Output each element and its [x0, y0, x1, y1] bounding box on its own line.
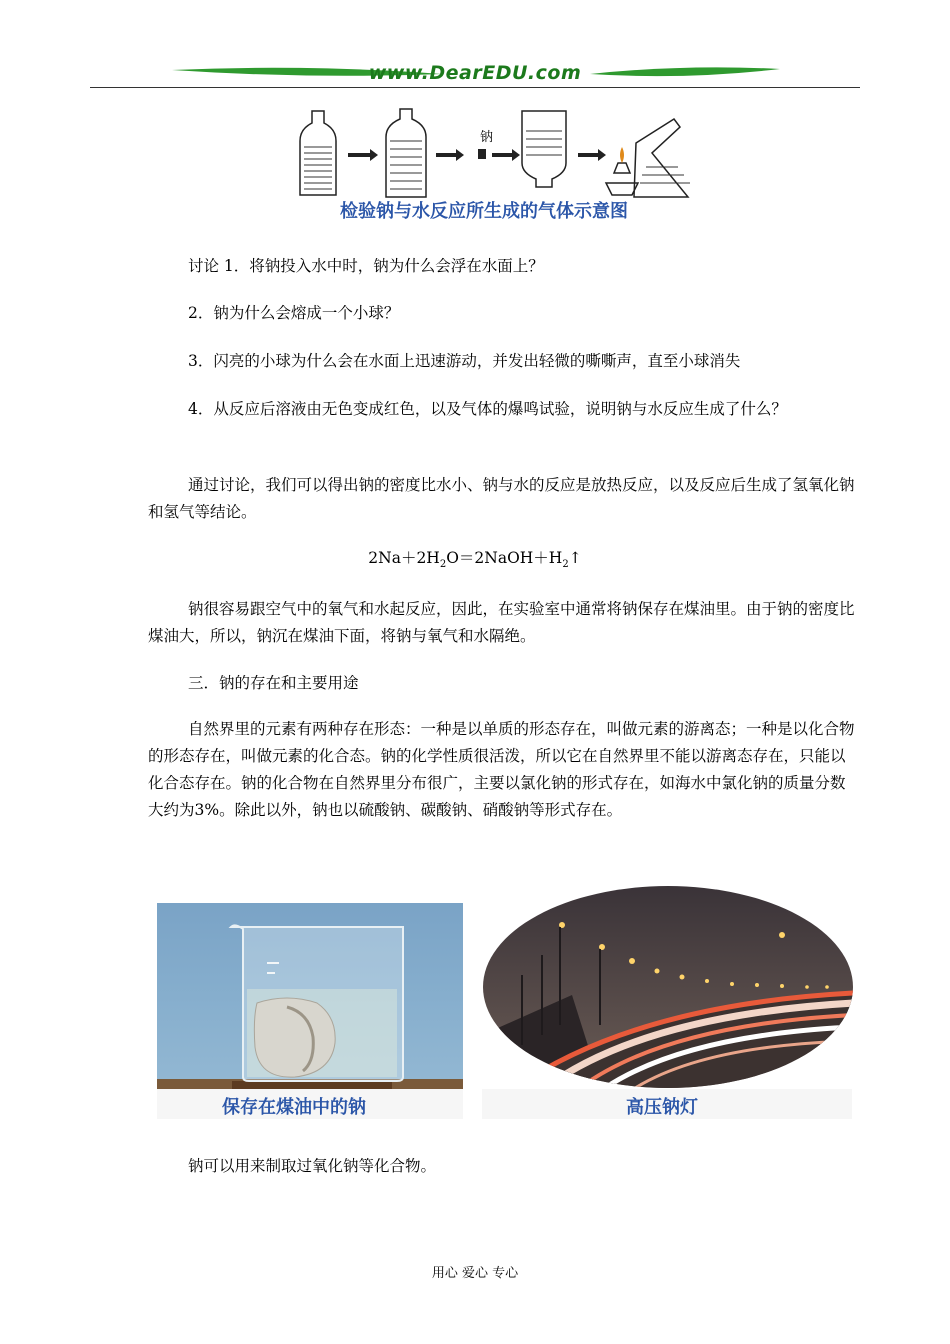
gas-arrow: ↑ — [568, 549, 582, 567]
sodium-in-kerosene-photo — [157, 903, 463, 1089]
discussion-q2: 2．钠为什么会熔成一个小球？ — [188, 304, 400, 322]
sodium-label: 钠 — [480, 130, 494, 145]
photo1-caption: 保存在煤油中的钠 — [222, 1097, 366, 1118]
figure1-caption: 检验钠与水反应所生成的气体示意图 — [340, 201, 628, 222]
page-header — [90, 60, 860, 90]
storage-paragraph: 钠很容易跟空气中的氧气和水起反应，因此，在实验室中通常将钠保存在煤油里。由于钠的密度比煤油大，所以，钠沉在煤油下面，将钠与氧气和水隔绝。 — [148, 600, 855, 645]
page-footer: 用心 爱心 专心 — [431, 1266, 519, 1281]
photo2-caption: 高压钠灯 — [626, 1097, 698, 1118]
site-url: www.DearEDU.com — [368, 62, 582, 84]
discussion-q1: 讨论 1．将钠投入水中时，钠为什么会浮在水面上？ — [188, 257, 544, 275]
use-paragraph: 钠可以用来制取过氧化钠等化合物。 — [188, 1157, 437, 1175]
conclusion-paragraph: 通过讨论，我们可以得出钠的密度比水小、钠与水的反应是放热反应，以及反应后生成了氢氧化钠和氢气等结论。 — [148, 476, 855, 521]
header-rule — [90, 87, 860, 88]
discussion-q4: 4．从反应后溶液由无色变成红色，以及气体的爆鸣试验，说明钠与水反应生成了什么？ — [188, 400, 787, 418]
equation-mid: O＝2NaOH＋H — [446, 549, 563, 567]
section-3-heading: 三．钠的存在和主要用途 — [188, 674, 359, 692]
right-leaf-decoration — [590, 66, 780, 78]
equation-sub2: 2 — [562, 559, 569, 571]
nature-paragraph: 自然界里的元素有两种存在形态：一种是以单质的形态存在，叫做元素的游离态；一种是以化合物的形态存在，叫做元素的化合态。钠的化学性质很活泼，所以它在自然界里不能以游离态存在，只能以化合态存在。钠的化合物在自然界里分布很广，主要以氯化钠的形式存在，如海水中氯化钠的质量分数大约为3%。除此以外，钠也以硫酸钠、碳酸钠、硝酸钠等形式存在。 — [148, 720, 855, 819]
discussion-q3: 3．闪亮的小球为什么会在水面上迅速游动，并发出轻微的嘶嘶声，直至小球消失 — [188, 352, 741, 370]
equation-sub1: 2 — [439, 559, 447, 571]
equation-lhs: 2Na＋2H — [368, 549, 440, 567]
sodium-lamp-photo — [482, 885, 854, 1090]
reaction-equation — [0, 546, 950, 570]
